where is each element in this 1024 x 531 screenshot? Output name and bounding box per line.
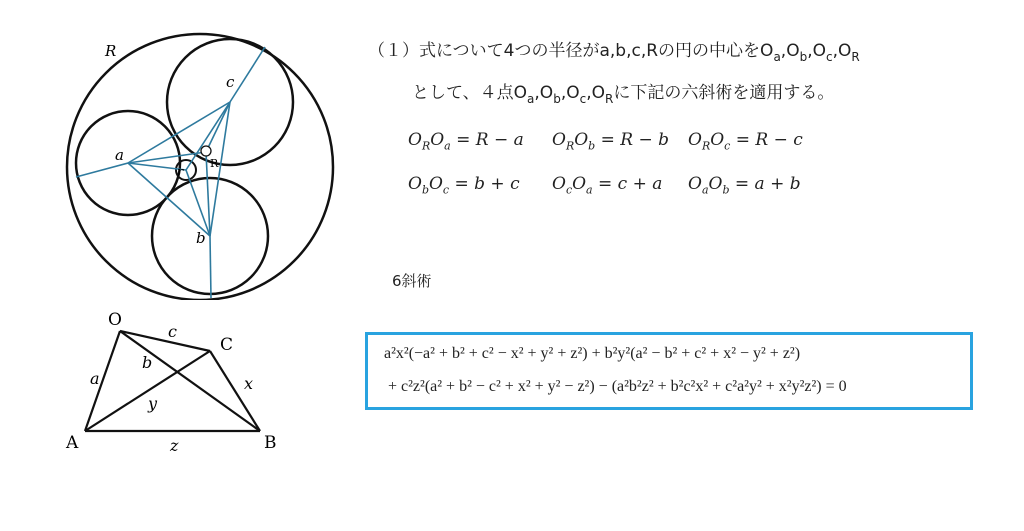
equation-Ob-Oc: $O_bO_c = b + c$ [408,174,520,197]
center-OR [201,146,211,156]
label-O: O [108,310,122,330]
label-r: r [177,165,184,180]
label-b-diag: b [142,353,153,372]
heading-line-1 [368,38,860,65]
heading-text: ,O [586,83,606,103]
formula-box [365,332,973,410]
label-B: B [264,433,277,453]
sub-b: b [553,92,561,106]
heading-text: （１）式について4つの半径がa,b,c,Rの円の中心をO [368,41,774,61]
heading-line-2 [412,80,834,107]
label-z-side: z [170,436,179,455]
label-c: c [226,73,235,91]
equation-OR-Ob: $O_RO_b = R - b$ [552,130,670,153]
formula-line-2: + c²z²(a² + b² − c² + x² + y² − z²) − (a²b²z² + b²c²x² + c²a²y² + x²y²z²) = 0 [388,378,847,395]
sub-a: a [527,92,535,106]
outer-circle-R [67,34,333,300]
label-x-side: x [244,374,254,393]
label-a-side: a [90,369,100,388]
heading-text: ,O [807,41,827,61]
formula-line-1: a²x²(−a² + b² + c² − x² + y² + z²) + b²y²(a² − b² + c² + x² − y² + z²) [384,345,801,362]
heading-text: として、４点O [412,83,528,103]
label-OR-sub: R [210,157,219,170]
sub-b: b [799,50,808,64]
sub-R: R [605,92,614,106]
heading-text: ,O [560,83,580,103]
circles-figure [60,30,350,300]
sub-c: c [579,92,587,106]
label-y-diag: y [148,394,158,413]
label-R: R [105,42,117,60]
sub-c: c [826,50,833,64]
equation-Oa-Ob: $O_aO_b = a + b$ [688,174,801,197]
heading-text: ,O [832,41,852,61]
equation-Oc-Oa: $O_cO_a = c + a$ [552,174,663,197]
equation-OR-Oa: $O_RO_a = R - a$ [408,130,524,153]
six-slant-label: 6斜術 [392,272,432,290]
quadrilateral-figure [60,305,350,465]
equation-OR-Oc: $O_RO_c = R - c$ [688,130,803,153]
label-a: a [115,146,124,164]
sub-R: R [851,50,860,64]
label-C: C [220,335,234,355]
label-c-side: c [168,322,177,341]
heading-text: ,O [534,83,554,103]
sub-a: a [773,50,781,64]
heading-text: に下記の六斜術を適用する。 [613,83,835,103]
label-b: b [196,229,206,247]
heading-text: ,O [780,41,800,61]
label-A: A [66,433,79,453]
